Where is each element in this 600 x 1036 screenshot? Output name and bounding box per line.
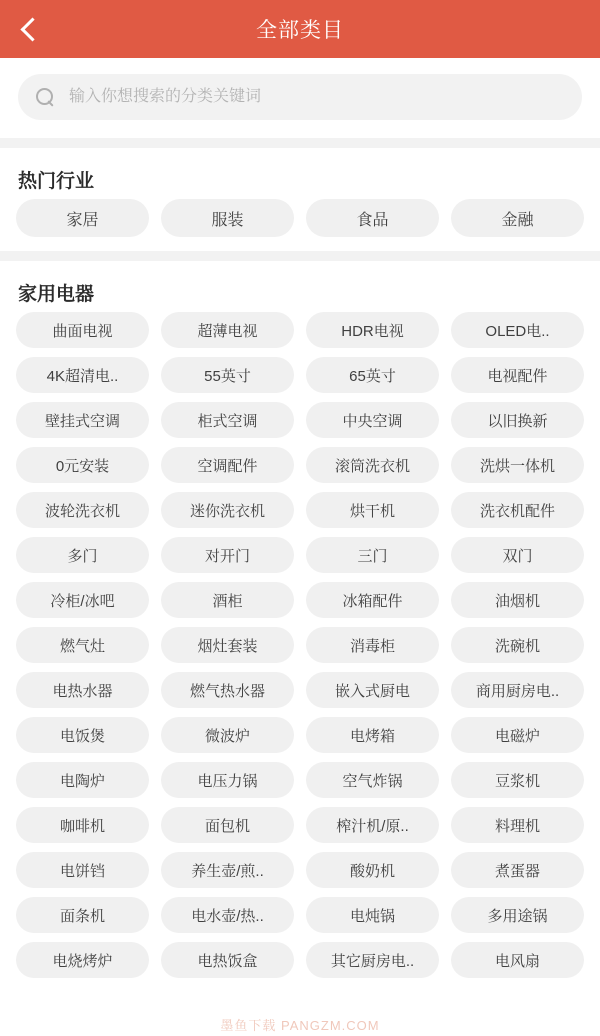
category-chip[interactable]: 壁挂式空调 <box>16 402 149 438</box>
search-section <box>0 58 600 138</box>
category-chip[interactable]: 燃气灶 <box>16 627 149 663</box>
category-chip[interactable]: 商用厨房电.. <box>451 672 584 708</box>
category-chip[interactable]: 电风扇 <box>451 942 584 978</box>
home-appliance-title: 家用电器 <box>18 284 95 305</box>
category-chip[interactable]: 0元安装 <box>16 447 149 483</box>
category-chip[interactable]: 电陶炉 <box>16 762 149 798</box>
category-chip[interactable]: 面包机 <box>161 807 294 843</box>
category-chip[interactable]: 电炖锅 <box>306 897 439 933</box>
category-chip[interactable]: 中央空调 <box>306 402 439 438</box>
category-chip[interactable]: 电烤箱 <box>306 717 439 753</box>
category-chip[interactable]: 面条机 <box>16 897 149 933</box>
search-box[interactable] <box>18 74 582 120</box>
category-chip[interactable]: 超薄电视 <box>161 312 294 348</box>
category-chip[interactable]: 酒柜 <box>161 582 294 618</box>
category-chip[interactable]: 4K超清电.. <box>16 357 149 393</box>
hot-industry-title: 热门行业 <box>18 171 95 192</box>
hot-industry-grid <box>16 199 584 251</box>
category-chip[interactable]: 55英寸 <box>161 357 294 393</box>
category-chip[interactable]: 冷柜/冰吧 <box>16 582 149 618</box>
category-chip[interactable]: 豆浆机 <box>451 762 584 798</box>
category-chip[interactable]: 空气炸锅 <box>306 762 439 798</box>
category-chip[interactable]: 对开门 <box>161 537 294 573</box>
category-chip[interactable]: 家居 <box>16 199 149 237</box>
category-chip[interactable]: 消毒柜 <box>306 627 439 663</box>
home-appliance-grid <box>16 312 584 982</box>
category-chip[interactable]: 燃气热水器 <box>161 672 294 708</box>
category-chip[interactable]: 服装 <box>161 199 294 237</box>
category-chip[interactable]: 以旧换新 <box>451 402 584 438</box>
category-chip[interactable]: 食品 <box>306 199 439 237</box>
category-chip[interactable]: 滚筒洗衣机 <box>306 447 439 483</box>
category-chip[interactable]: 电烧烤炉 <box>16 942 149 978</box>
page-title: 全部类目 <box>256 19 344 42</box>
category-chip[interactable]: 双门 <box>451 537 584 573</box>
category-chip[interactable]: 洗衣机配件 <box>451 492 584 528</box>
category-chip[interactable]: 迷你洗衣机 <box>161 492 294 528</box>
category-chip[interactable]: 烘干机 <box>306 492 439 528</box>
category-chip[interactable]: 电视配件 <box>451 357 584 393</box>
category-chip[interactable]: 洗烘一体机 <box>451 447 584 483</box>
back-chevron-icon <box>20 17 44 41</box>
category-chip[interactable]: 洗碗机 <box>451 627 584 663</box>
category-chip[interactable]: 电压力锅 <box>161 762 294 798</box>
category-chip[interactable]: 波轮洗衣机 <box>16 492 149 528</box>
section-divider <box>0 138 600 148</box>
category-chip[interactable]: 电热水器 <box>16 672 149 708</box>
home-appliance-section <box>0 261 600 982</box>
category-chip[interactable]: 冰箱配件 <box>306 582 439 618</box>
back-button[interactable] <box>0 0 58 58</box>
category-chip[interactable]: 其它厨房电.. <box>306 942 439 978</box>
section-divider <box>0 251 600 261</box>
category-chip[interactable]: 电饼铛 <box>16 852 149 888</box>
category-chip[interactable]: 电饭煲 <box>16 717 149 753</box>
category-chip[interactable]: 烟灶套装 <box>161 627 294 663</box>
category-chip[interactable]: 微波炉 <box>161 717 294 753</box>
category-chip[interactable]: HDR电视 <box>306 312 439 348</box>
category-chip[interactable]: 多门 <box>16 537 149 573</box>
category-chip[interactable]: 嵌入式厨电 <box>306 672 439 708</box>
category-chip[interactable]: 65英寸 <box>306 357 439 393</box>
category-chip[interactable]: 煮蛋器 <box>451 852 584 888</box>
category-chip[interactable]: 多用途锅 <box>451 897 584 933</box>
category-chip[interactable]: 咖啡机 <box>16 807 149 843</box>
category-chip[interactable]: 养生壶/煎.. <box>161 852 294 888</box>
category-chip[interactable]: OLED电.. <box>451 312 584 348</box>
search-icon <box>36 88 55 107</box>
category-chip[interactable]: 油烟机 <box>451 582 584 618</box>
category-chip[interactable]: 榨汁机/原.. <box>306 807 439 843</box>
category-chip[interactable]: 曲面电视 <box>16 312 149 348</box>
category-chip[interactable]: 酸奶机 <box>306 852 439 888</box>
search-input[interactable] <box>67 87 564 107</box>
category-chip[interactable]: 三门 <box>306 537 439 573</box>
category-chip[interactable]: 空调配件 <box>161 447 294 483</box>
category-chip[interactable]: 电磁炉 <box>451 717 584 753</box>
app-header <box>0 0 600 58</box>
category-chip[interactable]: 电热饭盒 <box>161 942 294 978</box>
category-chip[interactable]: 柜式空调 <box>161 402 294 438</box>
category-chip[interactable]: 金融 <box>451 199 584 237</box>
category-chip[interactable]: 电水壶/热.. <box>161 897 294 933</box>
watermark: 墨鱼下载 PANGZM.COM <box>220 1018 380 1033</box>
hot-industry-section <box>0 148 600 251</box>
category-chip[interactable]: 料理机 <box>451 807 584 843</box>
